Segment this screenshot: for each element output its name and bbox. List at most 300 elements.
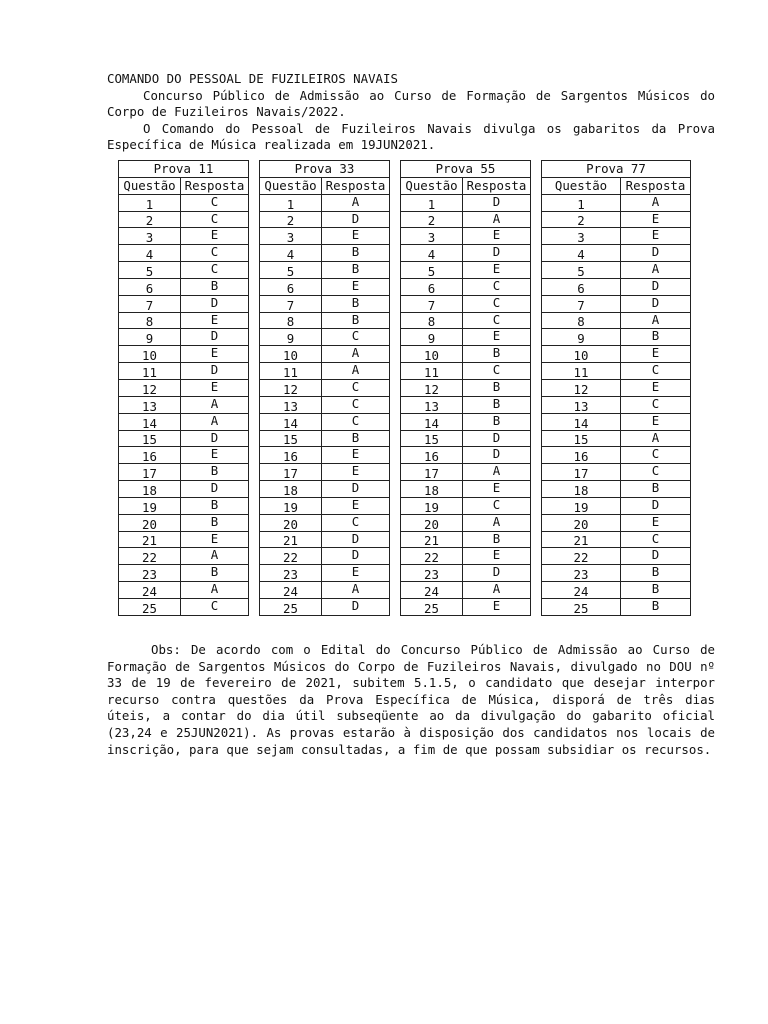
answer-letter: B — [463, 413, 531, 430]
table-row — [119, 598, 691, 615]
organization-title: COMANDO DO PESSOAL DE FUZILEIROS NAVAIS — [107, 71, 398, 86]
table-row — [119, 548, 691, 565]
answer-letter: A — [463, 211, 531, 228]
question-number: 11 — [401, 363, 463, 380]
answer-letter: B — [621, 329, 691, 346]
question-number: 2 — [119, 211, 181, 228]
table-row — [119, 329, 691, 346]
column-gap — [249, 379, 260, 396]
column-gap — [531, 464, 542, 481]
column-gap — [390, 514, 401, 531]
question-number: 2 — [260, 211, 322, 228]
question-number: 9 — [119, 329, 181, 346]
column-gap — [531, 548, 542, 565]
question-number: 9 — [260, 329, 322, 346]
question-number: 21 — [119, 531, 181, 548]
question-number: 8 — [401, 312, 463, 329]
answer-letter: D — [322, 531, 390, 548]
column-gap — [531, 363, 542, 380]
question-number: 14 — [401, 413, 463, 430]
question-number: 13 — [542, 396, 621, 413]
answer-letter: B — [621, 481, 691, 498]
question-number: 7 — [401, 295, 463, 312]
question-number: 5 — [401, 262, 463, 279]
column-gap — [249, 497, 260, 514]
table-row — [119, 194, 691, 211]
column-gap — [531, 514, 542, 531]
question-number: 21 — [260, 531, 322, 548]
column-gap — [390, 363, 401, 380]
answer-letter: B — [322, 295, 390, 312]
question-number: 16 — [542, 447, 621, 464]
question-number: 10 — [401, 346, 463, 363]
answer-letter: C — [463, 363, 531, 380]
question-number: 23 — [542, 565, 621, 582]
column-gap — [249, 262, 260, 279]
answer-letter: C — [181, 211, 249, 228]
column-gap — [531, 211, 542, 228]
question-number: 15 — [119, 430, 181, 447]
column-gap — [531, 278, 542, 295]
question-number: 3 — [119, 228, 181, 245]
column-gap — [390, 447, 401, 464]
answer-letter: E — [181, 379, 249, 396]
column-gap — [531, 295, 542, 312]
resposta-header: Resposta — [181, 177, 249, 194]
column-gap — [390, 295, 401, 312]
answer-letter: B — [621, 598, 691, 615]
column-gap — [390, 161, 401, 178]
column-gap — [249, 346, 260, 363]
question-number: 19 — [119, 497, 181, 514]
answer-letter: E — [181, 346, 249, 363]
answer-letter: C — [463, 312, 531, 329]
answer-letter: D — [181, 363, 249, 380]
column-gap — [249, 161, 260, 178]
table-header-row — [119, 177, 691, 194]
answer-letter: E — [463, 262, 531, 279]
answer-letter: C — [463, 295, 531, 312]
answer-letter: A — [181, 582, 249, 599]
question-number: 17 — [542, 464, 621, 481]
answer-letter: C — [322, 329, 390, 346]
column-gap — [249, 481, 260, 498]
document-header — [107, 71, 715, 154]
table-row — [119, 312, 691, 329]
column-gap — [249, 464, 260, 481]
question-number: 22 — [119, 548, 181, 565]
column-gap — [531, 413, 542, 430]
answer-letter: E — [181, 312, 249, 329]
answer-letter: E — [463, 481, 531, 498]
answer-letter: D — [181, 295, 249, 312]
question-number: 17 — [401, 464, 463, 481]
answer-letter: C — [181, 245, 249, 262]
table-row — [119, 211, 691, 228]
question-number: 24 — [119, 582, 181, 599]
column-gap — [531, 177, 542, 194]
answer-letter: C — [463, 278, 531, 295]
table-row — [119, 278, 691, 295]
question-number: 14 — [119, 413, 181, 430]
column-gap — [249, 514, 260, 531]
answer-letter: E — [322, 464, 390, 481]
question-number: 4 — [401, 245, 463, 262]
answer-letter: C — [621, 531, 691, 548]
answer-letter: B — [322, 312, 390, 329]
answer-letter: A — [322, 582, 390, 599]
question-number: 7 — [542, 295, 621, 312]
column-gap — [249, 211, 260, 228]
column-gap — [531, 228, 542, 245]
answer-letter: E — [621, 211, 691, 228]
answer-letter: E — [181, 228, 249, 245]
answer-letter: C — [322, 514, 390, 531]
question-number: 7 — [260, 295, 322, 312]
question-number: 25 — [542, 598, 621, 615]
answer-letter: B — [463, 379, 531, 396]
column-gap — [531, 245, 542, 262]
question-number: 16 — [119, 447, 181, 464]
observation-note: Obs: De acordo com o Edital do Concurso Público de Admissão ao Curso de Formação de Sargentos Músicos do Corpo de Fuzileiros Navais, divulgado no DOU nº 33 de 19 de fevereiro de 2021, subitem 5.1.5, o candidato que desejar interpor recurso contra questões da Prova Específica de Música, disporá de três dias úteis, a contar do dia útil subseqüente ao da divulgação do gabarito oficial (23,24 e 25JUN2021). As provas estarão à disposição dos candidatos nos locais de inscrição, para que sejam consultadas, a fim de que possam subsidiar os recursos. — [107, 642, 715, 757]
answer-letter: B — [181, 565, 249, 582]
column-gap — [390, 548, 401, 565]
column-gap — [531, 582, 542, 599]
table-row — [119, 295, 691, 312]
resposta-header: Resposta — [322, 177, 390, 194]
answer-letter: E — [463, 598, 531, 615]
column-gap — [390, 531, 401, 548]
column-gap — [249, 430, 260, 447]
column-gap — [390, 211, 401, 228]
question-number: 10 — [542, 346, 621, 363]
contest-paragraph: Concurso Público de Admissão ao Curso de Formação de Sargentos Músicos do Corpo de Fuzileiros Navais/2022. — [107, 87, 715, 120]
question-number: 23 — [119, 565, 181, 582]
question-number: 15 — [260, 430, 322, 447]
table-row — [119, 245, 691, 262]
answer-letter: E — [322, 497, 390, 514]
column-gap — [390, 177, 401, 194]
question-number: 17 — [260, 464, 322, 481]
question-number: 13 — [401, 396, 463, 413]
question-number: 9 — [401, 329, 463, 346]
column-gap — [531, 396, 542, 413]
column-gap — [531, 329, 542, 346]
answer-letter: B — [181, 497, 249, 514]
questao-header: Questão — [401, 177, 463, 194]
prova-title: Prova 55 — [401, 161, 531, 178]
column-gap — [531, 598, 542, 615]
question-number: 13 — [119, 396, 181, 413]
question-number: 3 — [542, 228, 621, 245]
question-number: 4 — [260, 245, 322, 262]
column-gap — [531, 262, 542, 279]
question-number: 25 — [119, 598, 181, 615]
question-number: 18 — [119, 481, 181, 498]
question-number: 11 — [542, 363, 621, 380]
column-gap — [249, 228, 260, 245]
question-number: 4 — [542, 245, 621, 262]
table-row — [119, 413, 691, 430]
column-gap — [390, 464, 401, 481]
column-gap — [249, 598, 260, 615]
answer-letter: C — [181, 598, 249, 615]
column-gap — [249, 245, 260, 262]
question-number: 12 — [401, 379, 463, 396]
question-number: 6 — [401, 278, 463, 295]
question-number: 19 — [401, 497, 463, 514]
answer-letter: E — [181, 531, 249, 548]
question-number: 23 — [260, 565, 322, 582]
answer-letter: A — [463, 464, 531, 481]
column-gap — [390, 329, 401, 346]
column-gap — [531, 497, 542, 514]
answer-letter: C — [621, 363, 691, 380]
answer-letter: E — [463, 329, 531, 346]
column-gap — [249, 177, 260, 194]
question-number: 25 — [260, 598, 322, 615]
table-row — [119, 464, 691, 481]
answer-letter: E — [322, 447, 390, 464]
answer-letter: A — [621, 312, 691, 329]
answer-letter: A — [181, 413, 249, 430]
resposta-header: Resposta — [621, 177, 691, 194]
column-gap — [249, 295, 260, 312]
answer-letter: E — [621, 413, 691, 430]
column-gap — [531, 379, 542, 396]
answer-letter: E — [621, 346, 691, 363]
question-number: 10 — [260, 346, 322, 363]
table-row — [119, 497, 691, 514]
answer-letter: D — [621, 497, 691, 514]
column-gap — [390, 245, 401, 262]
answer-letter: A — [621, 194, 691, 211]
question-number: 1 — [119, 194, 181, 211]
answer-letter: D — [463, 245, 531, 262]
column-gap — [390, 228, 401, 245]
table-row — [119, 379, 691, 396]
questao-header: Questão — [119, 177, 181, 194]
question-number: 8 — [542, 312, 621, 329]
column-gap — [249, 565, 260, 582]
answer-letter: A — [621, 430, 691, 447]
question-number: 20 — [260, 514, 322, 531]
question-number: 16 — [260, 447, 322, 464]
table-row — [119, 396, 691, 413]
column-gap — [390, 312, 401, 329]
question-number: 17 — [119, 464, 181, 481]
table-row — [119, 531, 691, 548]
answer-letter: B — [463, 531, 531, 548]
answer-letter: D — [322, 211, 390, 228]
answer-letter: D — [463, 565, 531, 582]
answer-letter: C — [322, 413, 390, 430]
answer-letter: D — [621, 548, 691, 565]
column-gap — [531, 312, 542, 329]
question-number: 6 — [119, 278, 181, 295]
question-number: 14 — [542, 413, 621, 430]
table-row — [119, 565, 691, 582]
question-number: 16 — [401, 447, 463, 464]
column-gap — [390, 278, 401, 295]
answer-letter: A — [322, 346, 390, 363]
question-number: 12 — [119, 379, 181, 396]
column-gap — [249, 582, 260, 599]
answer-letter: B — [463, 396, 531, 413]
column-gap — [531, 447, 542, 464]
answer-letter: A — [322, 194, 390, 211]
question-number: 1 — [401, 194, 463, 211]
question-number: 15 — [542, 430, 621, 447]
question-number: 5 — [542, 262, 621, 279]
column-gap — [249, 278, 260, 295]
question-number: 12 — [542, 379, 621, 396]
question-number: 24 — [401, 582, 463, 599]
column-gap — [531, 346, 542, 363]
column-gap — [531, 161, 542, 178]
answer-letter: D — [181, 329, 249, 346]
column-gap — [390, 346, 401, 363]
answer-letter: B — [322, 245, 390, 262]
answer-letter: D — [621, 295, 691, 312]
answer-letter: C — [322, 396, 390, 413]
column-gap — [390, 582, 401, 599]
questao-header: Questão — [260, 177, 322, 194]
resposta-header: Resposta — [463, 177, 531, 194]
question-number: 13 — [260, 396, 322, 413]
column-gap — [531, 531, 542, 548]
question-number: 3 — [260, 228, 322, 245]
answer-letter: D — [463, 194, 531, 211]
answer-letter: A — [463, 514, 531, 531]
prova-title: Prova 77 — [542, 161, 691, 178]
answer-letter: C — [621, 464, 691, 481]
column-gap — [390, 379, 401, 396]
answer-letter: E — [463, 548, 531, 565]
table-row — [119, 363, 691, 380]
question-number: 18 — [401, 481, 463, 498]
answer-letter: D — [322, 548, 390, 565]
answer-letter: E — [322, 565, 390, 582]
table-row — [119, 430, 691, 447]
column-gap — [531, 430, 542, 447]
question-number: 5 — [260, 262, 322, 279]
answer-letter: E — [322, 278, 390, 295]
column-gap — [390, 194, 401, 211]
column-gap — [390, 396, 401, 413]
question-number: 11 — [260, 363, 322, 380]
question-number: 24 — [260, 582, 322, 599]
answer-letter: C — [181, 194, 249, 211]
answer-letter: C — [621, 447, 691, 464]
question-number: 21 — [401, 531, 463, 548]
column-gap — [249, 363, 260, 380]
question-number: 19 — [542, 497, 621, 514]
answer-letter: A — [181, 548, 249, 565]
question-number: 2 — [401, 211, 463, 228]
question-number: 18 — [260, 481, 322, 498]
answer-letter: E — [181, 447, 249, 464]
question-number: 6 — [542, 278, 621, 295]
question-number: 20 — [542, 514, 621, 531]
answer-letter: D — [322, 481, 390, 498]
table-row — [119, 447, 691, 464]
answer-letter: D — [621, 245, 691, 262]
question-number: 1 — [542, 194, 621, 211]
answer-letter: A — [322, 363, 390, 380]
column-gap — [249, 413, 260, 430]
answer-letter: C — [181, 262, 249, 279]
answer-letter: D — [181, 430, 249, 447]
question-number: 19 — [260, 497, 322, 514]
column-gap — [531, 565, 542, 582]
question-number: 8 — [260, 312, 322, 329]
question-number: 7 — [119, 295, 181, 312]
answer-letter: B — [181, 464, 249, 481]
answer-letter: C — [621, 396, 691, 413]
answer-letter: E — [621, 379, 691, 396]
question-number: 24 — [542, 582, 621, 599]
column-gap — [390, 413, 401, 430]
answer-letter: B — [181, 514, 249, 531]
question-number: 15 — [401, 430, 463, 447]
answer-letter: A — [181, 396, 249, 413]
question-number: 6 — [260, 278, 322, 295]
question-number: 5 — [119, 262, 181, 279]
answer-letter: A — [463, 582, 531, 599]
answer-letter: B — [463, 346, 531, 363]
question-number: 23 — [401, 565, 463, 582]
table-row — [119, 346, 691, 363]
column-gap — [531, 481, 542, 498]
question-number: 1 — [260, 194, 322, 211]
table-row — [119, 481, 691, 498]
answer-letter: B — [621, 565, 691, 582]
column-gap — [249, 447, 260, 464]
answer-letter: E — [621, 514, 691, 531]
answer-letter: E — [322, 228, 390, 245]
question-number: 10 — [119, 346, 181, 363]
column-gap — [249, 531, 260, 548]
question-number: 18 — [542, 481, 621, 498]
answer-letter: C — [463, 497, 531, 514]
answer-letter: D — [181, 481, 249, 498]
table-row — [119, 582, 691, 599]
answer-letter: D — [621, 278, 691, 295]
question-number: 22 — [542, 548, 621, 565]
column-gap — [390, 262, 401, 279]
table-row — [119, 262, 691, 279]
answer-letter: D — [463, 447, 531, 464]
table-row — [119, 228, 691, 245]
question-number: 4 — [119, 245, 181, 262]
question-number: 20 — [401, 514, 463, 531]
answer-letter: C — [322, 379, 390, 396]
answer-letter: B — [322, 430, 390, 447]
questao-header: Questão — [542, 177, 621, 194]
answer-letter: D — [322, 598, 390, 615]
table-row — [119, 514, 691, 531]
answer-letter: B — [621, 582, 691, 599]
question-number: 22 — [260, 548, 322, 565]
column-gap — [249, 312, 260, 329]
column-gap — [390, 565, 401, 582]
announcement-paragraph: O Comando do Pessoal de Fuzileiros Navais divulga os gabaritos da Prova Específica de Música realizada em 19JUN2021. — [107, 120, 715, 153]
question-number: 12 — [260, 379, 322, 396]
question-number: 2 — [542, 211, 621, 228]
question-number: 22 — [401, 548, 463, 565]
question-number: 25 — [401, 598, 463, 615]
